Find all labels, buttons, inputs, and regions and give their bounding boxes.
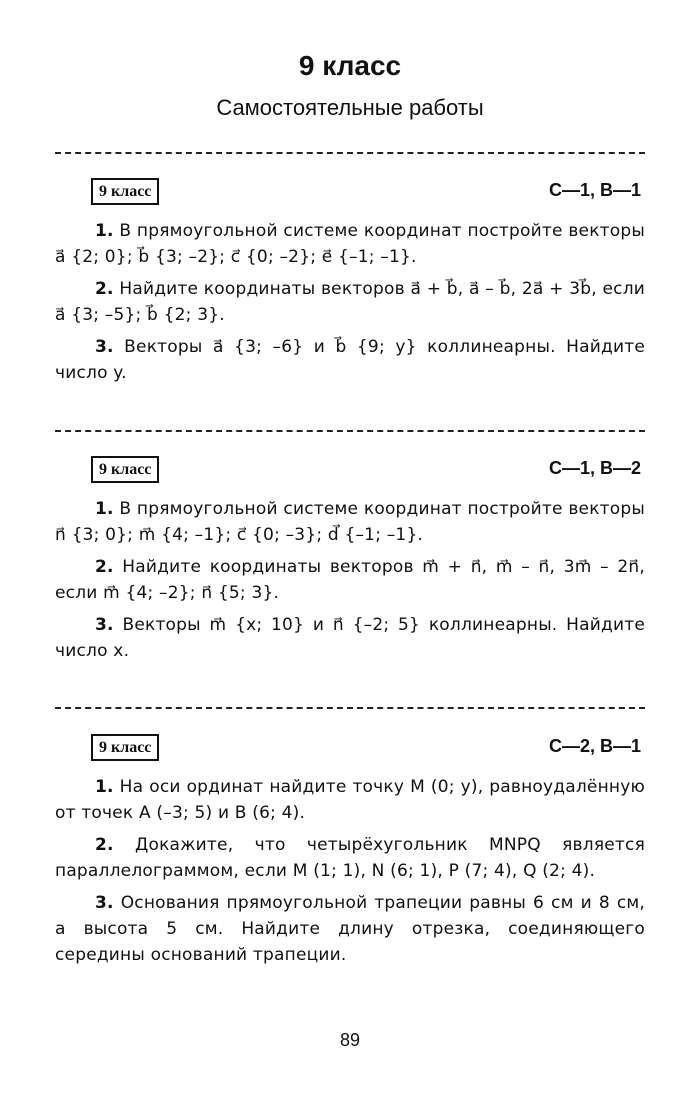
- section-header: [55, 734, 645, 764]
- task-item: [55, 554, 645, 606]
- task-number: 3.: [95, 337, 114, 357]
- task-item: [55, 832, 645, 884]
- task-text: Векторы m⃗ {x; 10} и n⃗ {–2; 5} коллинеарны. Найдите число x.: [55, 615, 645, 661]
- task-text: Найдите координаты векторов m⃗ + n⃗, m⃗ – n⃗, 3m⃗ – 2n⃗, если m⃗ {4; –2}; n⃗ {5; 3}.: [55, 557, 645, 603]
- task-text: В прямоугольной системе координат постройте векторы n⃗ {3; 0}; m⃗ {4; –1}; c⃗ {0; –3}; d⃗ {–1; –1}.: [55, 499, 645, 545]
- page-title: 9 класс: [298, 50, 402, 81]
- task-text: На оси ординат найдите точку M (0; y), равноудалённую от точек A (–3; 5) и B (6; 4).: [55, 777, 645, 823]
- variant-label: С—2, В—1: [548, 736, 641, 756]
- variant-label: С—1, В—1: [548, 180, 641, 200]
- work-section: [55, 178, 645, 392]
- dashed-divider: [55, 430, 645, 432]
- grade-badge: 9 класс: [91, 178, 159, 205]
- grade-badge: 9 класс: [91, 734, 159, 761]
- dashed-divider: [55, 707, 645, 709]
- work-section: [55, 456, 645, 670]
- work-section: [55, 734, 645, 974]
- task-item: [55, 612, 645, 664]
- task-text: В прямоугольной системе координат постройте векторы a⃗ {2; 0}; b⃗ {3; –2}; c⃗ {0; –2}; e⃗ {–1; –1}.: [55, 221, 645, 267]
- task-number: 2.: [95, 279, 114, 299]
- section-header: [55, 456, 645, 486]
- variant-label: С—1, В—2: [548, 458, 641, 478]
- page-number: 89: [339, 1030, 361, 1050]
- task-number: 1.: [95, 777, 114, 797]
- task-item: [55, 218, 645, 270]
- task-item: [55, 276, 645, 328]
- task-text: Найдите координаты векторов a⃗ + b⃗, a⃗ – b⃗, 2a⃗ + 3b⃗, если a⃗ {3; –5}; b⃗ {2; 3}.: [55, 279, 646, 325]
- task-number: 2.: [95, 557, 114, 577]
- task-item: [55, 334, 645, 386]
- task-number: 3.: [95, 893, 114, 913]
- task-text: Докажите, что четырёхугольник MNPQ является параллелограммом, если M (1; 1), N (6; 1), P (7; 4), Q (2; 4).: [55, 835, 645, 881]
- task-item: [55, 890, 645, 968]
- task-number: 2.: [95, 835, 114, 855]
- task-text: Основания прямоугольной трапеции равны 6 см и 8 см, а высота 5 см. Найдите длину отрезка, соединяющего середины оснований трапеции.: [55, 893, 646, 965]
- task-number: 1.: [95, 221, 114, 241]
- task-item: [55, 496, 645, 548]
- dashed-divider: [55, 152, 645, 154]
- task-number: 3.: [95, 615, 114, 635]
- page-subtitle: Самостоятельные работы: [216, 95, 484, 120]
- task-number: 1.: [95, 499, 114, 519]
- task-text: Векторы a⃗ {3; –6} и b⃗ {9; y} коллинеарны. Найдите число y.: [55, 337, 645, 383]
- section-header: [55, 178, 645, 208]
- task-item: [55, 774, 645, 826]
- grade-badge: 9 класс: [91, 456, 159, 483]
